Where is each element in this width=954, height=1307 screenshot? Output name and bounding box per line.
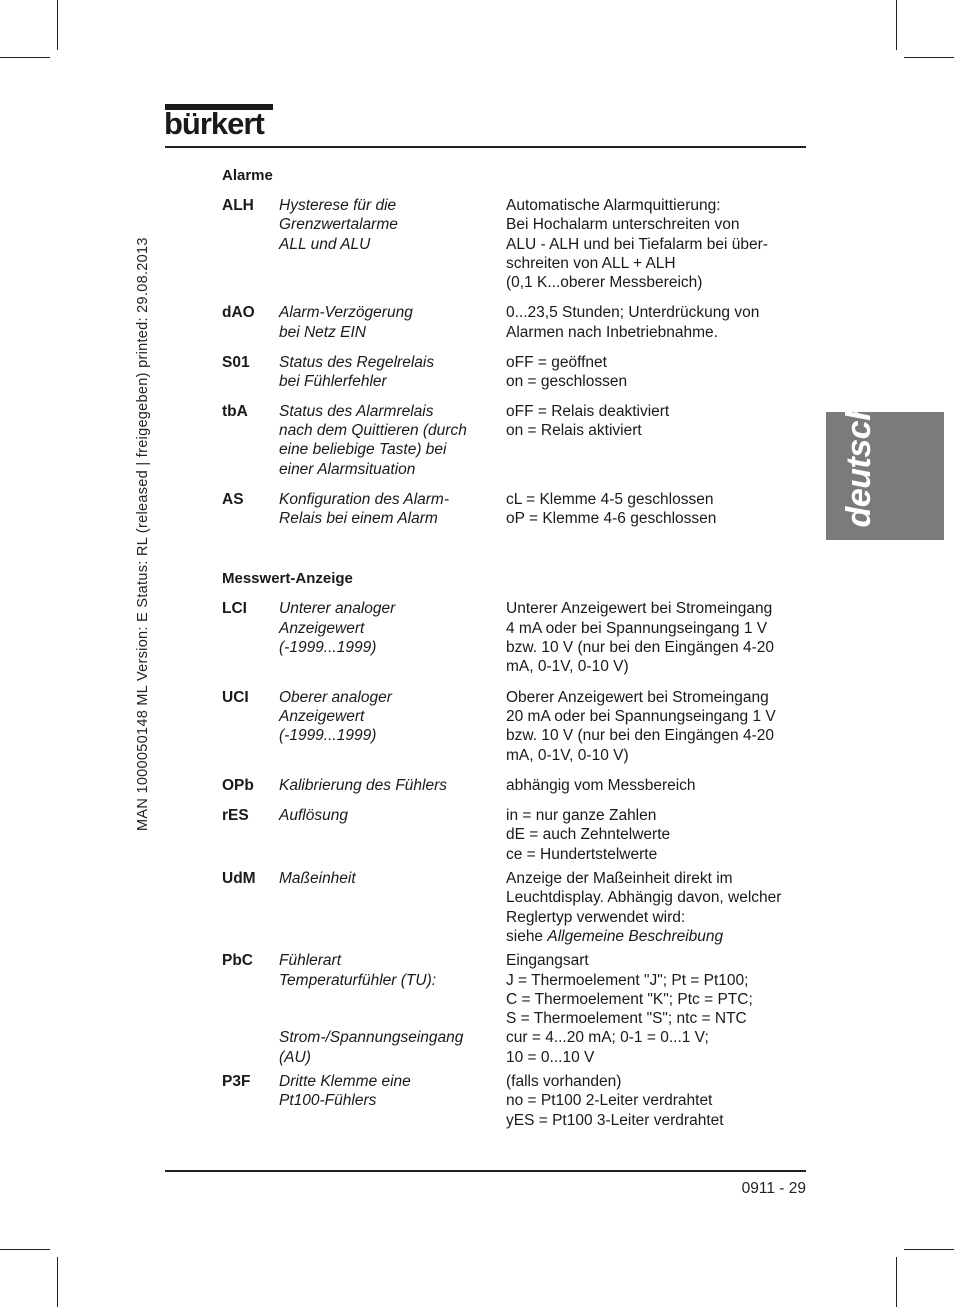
section-title: Messwert-Anzeige xyxy=(222,570,353,588)
value-line: 20 mA oder bei Spannungseingang 1 V xyxy=(506,707,776,725)
parameter-value xyxy=(506,951,806,1067)
description-line: Pt100-Fühlers xyxy=(279,1092,377,1110)
value-line: on = Relais aktiviert xyxy=(506,421,642,439)
parameter-description xyxy=(279,196,506,292)
parameter-code: PbC xyxy=(222,952,253,970)
value-line: 10 = 0...10 V xyxy=(506,1048,595,1066)
parameter-value xyxy=(506,776,806,795)
parameter-description xyxy=(279,599,506,676)
description-line: nach dem Quittieren (durch xyxy=(279,421,467,439)
description-line: bei Netz EIN xyxy=(279,323,367,341)
parameter-code: UdM xyxy=(222,870,256,888)
value-line: Leuchtdisplay. Abhängig davon, welcher xyxy=(506,889,782,907)
value-line: (falls vorhanden) xyxy=(506,1072,622,1090)
parameter-code: UCI xyxy=(222,688,249,706)
parameter-value xyxy=(506,490,806,529)
value-reference-line xyxy=(506,927,806,946)
value-line: cL = Klemme 4-5 geschlossen xyxy=(506,490,714,508)
description-line: Oberer analoger xyxy=(279,688,392,706)
parameter-row xyxy=(222,303,806,342)
parameter-description xyxy=(279,303,506,342)
footer-rule xyxy=(165,1170,806,1172)
parameter-value xyxy=(506,353,806,392)
description-line: Strom-/Spannungseingang xyxy=(279,1029,464,1047)
parameter-description xyxy=(279,869,506,946)
value-line: Unterer Anzeigewert bei Stromeingang xyxy=(506,600,773,618)
parameter-value xyxy=(506,196,806,292)
description-line: Anzeigewert xyxy=(279,619,365,637)
value-line: Eingangsart xyxy=(506,952,589,970)
parameter-code: P3F xyxy=(222,1072,251,1090)
description-line: Fühlerart xyxy=(279,952,342,970)
value-line: oFF = geöffnet xyxy=(506,354,607,372)
parameter-value xyxy=(506,806,806,864)
value-line: bzw. 10 V (nur bei den Eingängen 4-20 xyxy=(506,639,774,657)
value-line: abhängig vom Messbereich xyxy=(506,776,696,794)
value-line: on = geschlossen xyxy=(506,373,628,391)
value-line: S = Thermoelement "S"; ntc = NTC xyxy=(506,1010,747,1028)
parameter-value xyxy=(506,869,806,946)
parameter-row xyxy=(222,688,806,765)
value-line: schreiten von ALL + ALH xyxy=(506,254,676,272)
language-tab xyxy=(826,400,944,540)
crop-mark xyxy=(896,1257,897,1307)
crop-mark xyxy=(896,0,897,50)
value-line: yES = Pt100 3-Leiter verdrahtet xyxy=(506,1111,724,1129)
description-line: Auflösung xyxy=(279,807,348,825)
burkert-logo xyxy=(165,104,275,140)
value-line: no = Pt100 2-Leiter verdrahtet xyxy=(506,1092,713,1110)
description-line: Kalibrierung des Fühlers xyxy=(279,776,448,794)
crop-mark xyxy=(904,1249,954,1250)
description-line: bei Fühlerfehler xyxy=(279,373,387,391)
section-alarme xyxy=(222,166,806,528)
parameter-row xyxy=(222,599,806,676)
parameter-code: LCI xyxy=(222,600,247,618)
value-line: mA, 0-1V, 0-10 V) xyxy=(506,658,629,676)
description-line: (-1999...1999) xyxy=(279,727,377,745)
value-line: mA, 0-1V, 0-10 V) xyxy=(506,746,629,764)
description-line xyxy=(279,1009,506,1028)
description-line: Hysterese für die xyxy=(279,197,397,214)
description-line: Konfiguration des Alarm- xyxy=(279,490,450,508)
description-line: Relais bei einem Alarm xyxy=(279,510,438,528)
value-line: Anzeige der Maßeinheit direkt im xyxy=(506,870,733,888)
value-line: dE = auch Zehntelwerte xyxy=(506,826,671,844)
crop-mark xyxy=(57,0,58,50)
description-line: Status des Alarmrelais xyxy=(279,402,434,420)
document-status-text: MAN 1000050148 ML Version: E Status: RL (released | freigegeben) printed: 29.08.2013 xyxy=(135,237,151,831)
parameter-value xyxy=(506,303,806,342)
value-line: J = Thermoelement "J"; Pt = Pt100; xyxy=(506,971,749,989)
value-line: ce = Hundertstelwerte xyxy=(506,845,658,863)
value-line: 0...23,5 Stunden; Unterdrückung von xyxy=(506,304,760,322)
value-line: Bei Hochalarm unterschreiten von xyxy=(506,216,740,234)
value-line: oFF = Relais deaktiviert xyxy=(506,402,670,420)
parameter-row xyxy=(222,490,806,529)
parameter-code: OPb xyxy=(222,776,254,794)
parameter-code: AS xyxy=(222,490,244,508)
description-line: Status des Regelrelais xyxy=(279,354,435,372)
parameter-row xyxy=(222,806,806,864)
section-title: Alarme xyxy=(222,167,273,184)
description-line: (AU) xyxy=(279,1048,311,1066)
parameter-code: tbA xyxy=(222,402,248,420)
value-line: Alarmen nach Inbetriebnahme. xyxy=(506,323,718,341)
logo-text: bürkert xyxy=(164,106,264,141)
crop-mark xyxy=(0,1249,50,1250)
description-line: Maßeinheit xyxy=(279,870,356,888)
value-line: 4 mA oder bei Spannungseingang 1 V xyxy=(506,619,768,637)
description-line: Dritte Klemme eine xyxy=(279,1072,411,1090)
language-tab-label: deutsch xyxy=(840,400,878,528)
parameter-description xyxy=(279,353,506,392)
parameter-row xyxy=(222,353,806,392)
section-messwert-anzeige xyxy=(222,569,806,1129)
parameter-value xyxy=(506,1072,806,1130)
value-line: oP = Klemme 4-6 geschlossen xyxy=(506,510,717,528)
parameter-row xyxy=(222,1072,806,1130)
parameter-value xyxy=(506,599,806,676)
description-line: Anzeigewert xyxy=(279,707,365,725)
parameter-row xyxy=(222,196,806,292)
parameter-code: ALH xyxy=(222,197,254,214)
description-line xyxy=(279,990,506,1009)
parameter-description xyxy=(279,688,506,765)
value-line: Reglertyp verwendet wird: xyxy=(506,908,686,926)
crop-mark xyxy=(904,57,954,58)
description-line: Temperaturfühler (TU): xyxy=(279,971,437,989)
parameter-description xyxy=(279,776,506,795)
parameter-description xyxy=(279,806,506,864)
crop-mark xyxy=(57,1257,58,1307)
description-line: eine beliebige Taste) bei xyxy=(279,441,447,459)
parameter-value xyxy=(506,402,806,479)
value-line: Automatische Alarmquittierung: xyxy=(506,197,721,214)
parameter-row xyxy=(222,951,806,1067)
value-line: C = Thermoelement "K"; Ptc = PTC; xyxy=(506,990,753,1008)
value-line: (0,1 K...oberer Messbereich) xyxy=(506,274,703,292)
parameter-description xyxy=(279,490,506,529)
description-line: (-1999...1999) xyxy=(279,639,377,657)
parameter-content xyxy=(222,166,806,1130)
description-line: Unterer analoger xyxy=(279,600,396,618)
value-line: bzw. 10 V (nur bei den Eingängen 4-20 xyxy=(506,727,774,745)
description-line: Alarm-Verzögerung xyxy=(279,304,413,322)
parameter-row xyxy=(222,402,806,479)
description-line: Grenzwertalarme xyxy=(279,216,398,234)
value-line: Oberer Anzeigewert bei Stromeingang xyxy=(506,688,769,706)
parameter-code: rES xyxy=(222,807,249,825)
parameter-description xyxy=(279,402,506,479)
parameter-row xyxy=(222,776,806,795)
parameter-description xyxy=(279,951,506,1067)
reference-link-text: Allgemeine Beschreibung xyxy=(547,927,724,945)
parameter-code: dAO xyxy=(222,304,255,322)
crop-mark xyxy=(0,57,50,58)
parameter-value xyxy=(506,688,806,765)
parameter-code: S01 xyxy=(222,354,250,372)
value-line: cur = 4...20 mA; 0-1 = 0...1 V; xyxy=(506,1029,709,1047)
description-line: einer Alarmsituation xyxy=(279,460,416,478)
reference-prefix: siehe xyxy=(506,927,548,945)
parameter-description xyxy=(279,1072,506,1130)
header-rule xyxy=(165,146,806,148)
value-line: ALU - ALH und bei Tiefalarm bei über- xyxy=(506,235,768,253)
value-line: in = nur ganze Zahlen xyxy=(506,807,657,825)
description-line: ALL und ALU xyxy=(279,235,371,253)
parameter-row xyxy=(222,869,806,946)
page-number: 0911 - 29 xyxy=(741,1180,806,1197)
